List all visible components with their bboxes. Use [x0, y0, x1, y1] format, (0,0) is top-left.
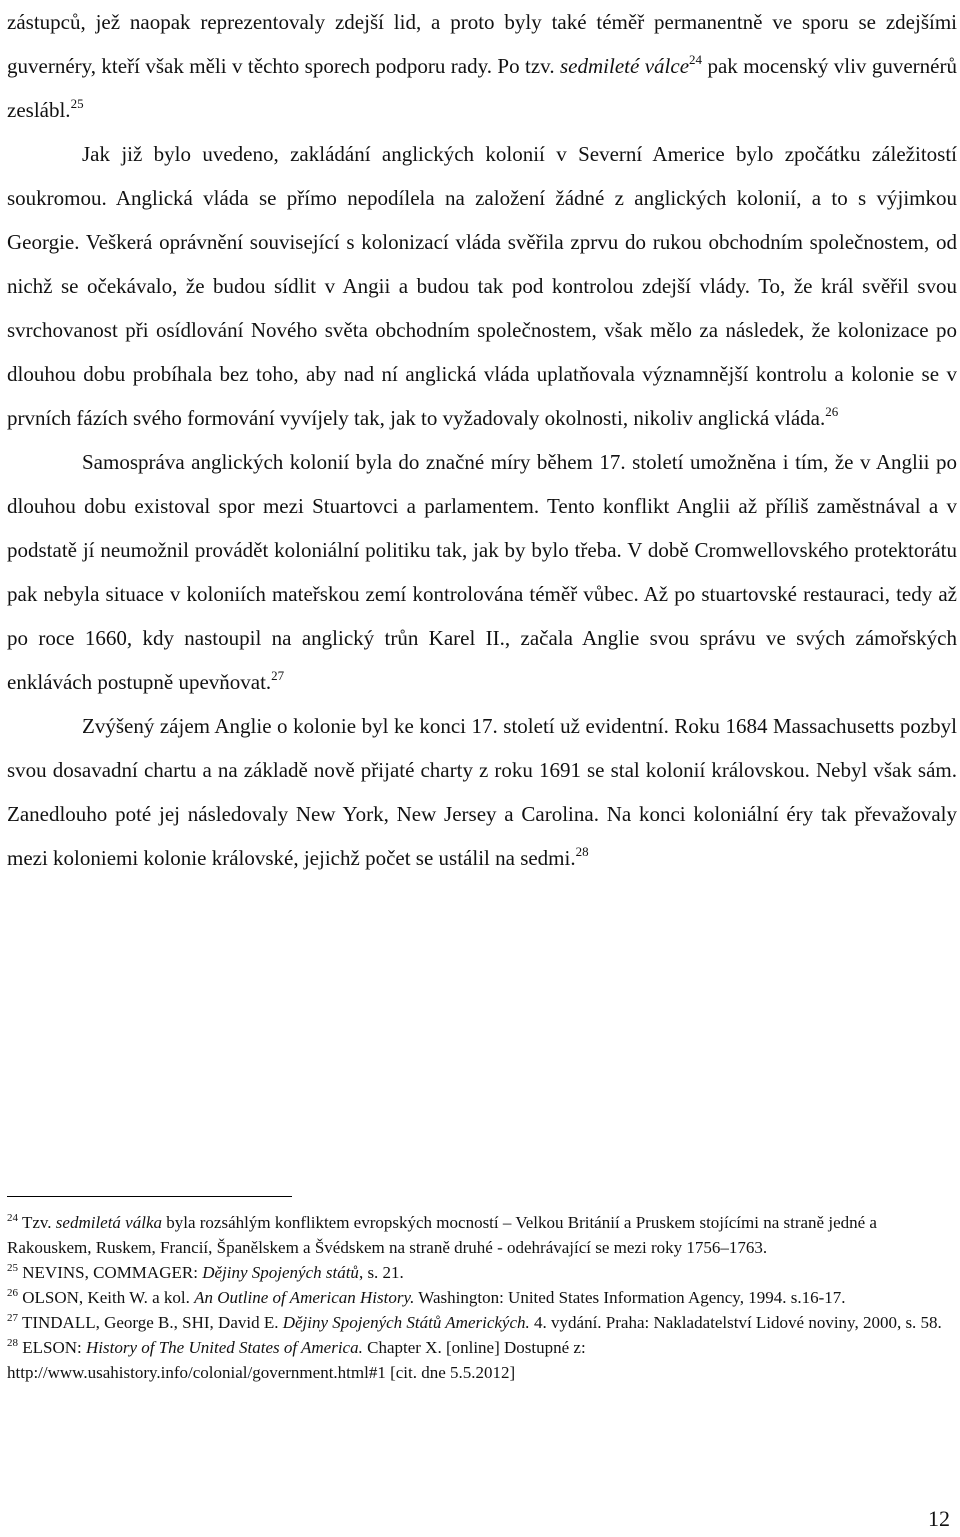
footnote-ref: 28 [575, 844, 589, 859]
text-run: Chapter X. [online] Dostupné z: http://www.usahistory.info/colonial/government.html#1 [cit. dne 5.5.2012] [7, 1338, 586, 1382]
body-text [7, 0, 957, 880]
text-run: Jak již bylo uvedeno, zakládání anglických kolonií v Severní Americe bylo zpočátku záležitostí soukromou. Anglická vláda se přímo nepodílela na založení žádné z anglických kolonií, a to s výjimkou Georgie. Veškerá oprávnění související s kolonizací vláda svěřila zprvu do rukou obchodním společnostem, od nichž se očekávalo, že budou sídlit v Angii a budou tak pod kontrolou zdejší vlády. To, že král svěřil svou svrchovanost při osídlování Nového světa obchodním společnostem, však mělo za následek, že kolonizace po dlouhou dobu probíhala bez toho, aby nad ní anglická vláda uplatňovala významnější kontrolu a kolonie se v prvních fázích svého formování vyvíjely tak, jak to vyžadovaly okolnosti, nikoliv anglická vláda. [7, 142, 957, 430]
text-run: zástupců, jež naopak reprezentovaly zdejší lid, a proto byly také téměř permanentně ve sporu se zdejšími guvernéry, kteří však měli v těchto sporech podporu rady. Po tzv. [7, 10, 957, 78]
text-run: byla rozsáhlým konfliktem evropských mocností – Velkou Británií a Pruskem stojícími na straně jedné a Rakouskem, Ruskem, Francií, Španělskem a Švédskem na straně druhé - odehrávající se mezi roky 1756–1763. [7, 1213, 877, 1257]
footnote [7, 1285, 957, 1310]
footnote [7, 1310, 957, 1335]
text-run: Zvýšený zájem Anglie o kolonie byl ke konci 17. století už evidentní. Roku 1684 Massachusetts pozbyl svou dosavadní chartu a na základě nově přijaté charty z roku 1691 se stal kolonií královskou. Nebyl však sám. Zanedlouho poté jej následovaly New York, New Jersey a Carolina. Na konci koloniální éry tak převažovaly mezi koloniemi kolonie královské, jejichž počet se ustálil na sedmi. [7, 714, 957, 870]
footnote [7, 1210, 957, 1260]
page-number: 12 [928, 1506, 950, 1531]
italic-text: An Outline of American History. [194, 1288, 415, 1307]
text-run: Tzv. [18, 1213, 56, 1232]
text-run: OLSON, Keith W. a kol. [18, 1288, 195, 1307]
text-run: Samospráva anglických kolonií byla do značné míry během 17. století umožněna i tím, že v Anglii po dlouhou dobu existoval spor mezi Stuartovci a parlamentem. Tento konflikt Anglii až příliš zaměstnával a v podstatě jí neumožnil provádět koloniální politiku tak, jak by bylo třeba. V době Cromwellovského protektorátu pak nebyla situace v koloniích mateřskou zemí kontrolována téměř vůbec. Až po stuartovské restauraci, tedy až po roce 1660, kdy nastoupil na anglický trůn Karel II., začala Anglie svou správu ve svých zámořských enklávách postupně upevňovat. [7, 450, 957, 694]
footnote-ref: 27 [271, 668, 285, 683]
footnote-divider [7, 1196, 292, 1197]
text-run: Washington: United States Information Agency, 1994. s.16-17. [414, 1288, 846, 1307]
paragraph [7, 704, 957, 880]
footnote-ref: 28 [7, 1337, 18, 1349]
italic-text: History of The United States of America. [86, 1338, 363, 1357]
text-run: TINDALL, George B., SHI, David E. [18, 1313, 283, 1332]
footnotes [7, 1210, 957, 1385]
paragraph [7, 0, 957, 132]
text-run: , s. 21. [358, 1263, 404, 1282]
footnote-ref: 26 [7, 1287, 18, 1299]
paragraph [7, 132, 957, 440]
footnote-ref: 25 [70, 96, 84, 111]
text-run: 4. vydání. Praha: Nakladatelství Lidové noviny, 2000, s. 58. [529, 1313, 942, 1332]
footnote-ref: 25 [7, 1262, 18, 1274]
italic-text: Dějiny Spojených Států Amerických. [282, 1313, 530, 1332]
footnote-ref: 26 [825, 404, 839, 419]
text-run: pak mocenský vliv guvernérů zeslábl. [7, 54, 957, 122]
italic-text: Dějiny Spojených států [202, 1263, 359, 1282]
footnote-ref: 27 [7, 1312, 18, 1324]
italic-text: sedmiletá válka [55, 1213, 162, 1232]
footnote [7, 1260, 957, 1285]
footnote [7, 1335, 957, 1385]
text-run: NEVINS, COMMAGER: [18, 1263, 203, 1282]
footnote-ref: 24 [689, 52, 703, 67]
text-run: ELSON: [18, 1338, 86, 1357]
footnote-ref: 24 [7, 1212, 18, 1224]
paragraph [7, 440, 957, 704]
italic-text: sedmileté válce [560, 54, 690, 78]
